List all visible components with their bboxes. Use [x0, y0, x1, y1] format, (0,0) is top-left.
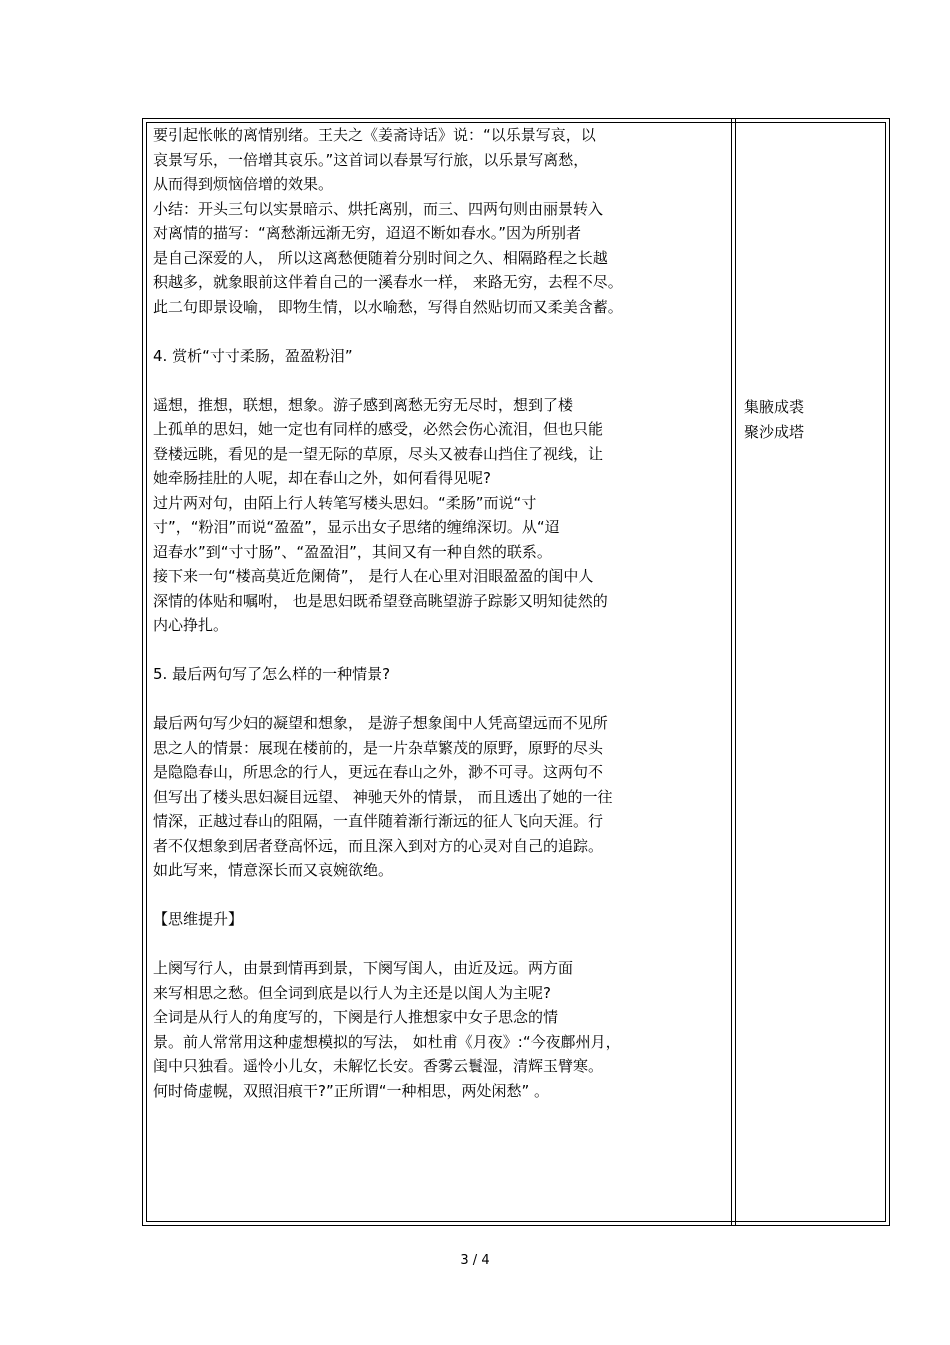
- text-line: 全词是从行人的角度写的，下阕是行人推想家中女子思念的情: [153, 1008, 559, 1026]
- text-line: 最后两句写少妇的凝望和想象， 是游子想象闺中人凭高望远而不见所: [153, 714, 608, 732]
- column-divider-right: [735, 119, 736, 1225]
- text-line: 思之人的情景：展现在楼前的，是一片杂草繁茂的原野，原野的尽头: [153, 738, 604, 757]
- page-number: 3 / 4: [460, 1253, 490, 1268]
- text-line: 要引起怅帐的离情别绪。王夫之《姜斋诗话》说：“以乐景写哀，以: [153, 126, 596, 144]
- text-line: 登楼远眺，看见的是一望无际的草原，尽头又被春山挡住了视线，让: [153, 444, 604, 463]
- text-line: 上阕写行人，由景到情再到景，下阕写闺人，由近及远。两方面: [153, 959, 574, 977]
- text-line: 聚沙成塔: [744, 422, 805, 441]
- column-divider-left: [731, 119, 732, 1225]
- text-line: [153, 319, 718, 344]
- text-line: 接下来一句“楼高莫近危阑倚”， 是行人在心里对泪眼盈盈的闺中人: [153, 567, 594, 585]
- content-table: [142, 118, 890, 1226]
- text-line: 过片两对句，由陌上行人转笔写楼头思妇。“柔肠”而说“寸: [153, 493, 537, 512]
- text-line: 集腋成裘: [744, 398, 805, 416]
- text-line: 来写相思之愁。但全词到底是以行人为主还是以闺人为主呢?: [153, 983, 551, 1002]
- text-line: [153, 368, 718, 393]
- text-line: 此二句即景设喻， 即物生情，以水喻愁，写得自然贴切而又柔美含蓄。: [153, 297, 623, 316]
- text-line: 情深，正越过春山的阻隔，一直伴随着渐行渐远的征人飞向天涯。行: [153, 812, 604, 830]
- text-line: 深情的体贴和嘱咐， 也是思妇既希望登高眺望游子踪影又明知徒然的: [153, 591, 608, 610]
- side-note-cell: [744, 395, 874, 444]
- text-line: 何时倚虚幌，双照泪痕干?”正所谓“一种相思，两处闲愁” 。: [153, 1081, 550, 1100]
- text-line: 【思维提升】: [153, 910, 244, 928]
- text-line: [153, 687, 718, 712]
- text-line: [153, 883, 718, 908]
- text-line: 是自己深爱的人， 所以这离愁便随着分别时间之久、相隔路程之长越: [153, 248, 608, 267]
- text-line: 上孤单的思妇，她一定也有同样的感受，必然会伤心流泪，但也只能: [153, 420, 604, 438]
- text-line: 4. 赏析“寸寸柔肠，盈盈粉泪”: [153, 346, 353, 365]
- text-line: 但写出了楼头思妇凝目远望、 神驰天外的情景， 而且透出了她的一往: [153, 787, 613, 806]
- text-line: 者不仅想象到居者登高怀远，而且深入到对方的心灵对自己的追踪。: [153, 836, 604, 855]
- text-line: 寸”，“粉泪”而说“盈盈”，显示出女子思绪的缠绵深切。从“迢: [153, 518, 560, 536]
- text-line: 景。前人常常用这种虚想模拟的写法， 如杜甫《月夜》:“今夜鄜州月，: [153, 1032, 621, 1051]
- text-line: 闺中只独看。遥怜小儿女，未解忆长安。香雾云鬟湿，清辉玉臂寒。: [153, 1057, 604, 1075]
- text-line: 5. 最后两句写了怎么样的一种情景?: [153, 665, 391, 683]
- text-line: 对离情的描写：“离愁渐远渐无穷，迢迢不断如春水。”因为所别者: [153, 224, 582, 242]
- text-line: 是隐隐春山，所思念的行人，更远在春山之外，渺不可寻。这两句不: [153, 763, 604, 781]
- text-line: 她牵肠挂肚的人呢，却在春山之外，如何看得见呢?: [153, 469, 491, 487]
- main-text-cell: [153, 123, 718, 1103]
- text-line: 遥想，推想，联想，想象。游子感到离愁无穷无尽时，想到了楼: [153, 395, 574, 414]
- text-line: 迢春水”到“寸寸肠”、“盈盈泪”，其间又有一种自然的联系。: [153, 542, 552, 561]
- text-line: [153, 638, 718, 663]
- text-line: 内心挣扎。: [153, 616, 229, 634]
- text-line: 哀景写乐，一倍增其哀乐。”这首词以春景写行旅，以乐景写离愁，: [153, 150, 589, 169]
- text-line: 从而得到烦恼倍增的效果。: [153, 175, 334, 193]
- text-line: 如此写来，情意深长而又哀婉欲绝。: [153, 861, 394, 879]
- text-line: 小结：开头三句以实景暗示、烘托离别，而三、四两句则由丽景转入: [153, 199, 604, 218]
- text-line: [153, 932, 718, 957]
- text-line: 积越多，就象眼前这伴着自己的一溪春水一样， 来路无穷，去程不尽。: [153, 273, 623, 291]
